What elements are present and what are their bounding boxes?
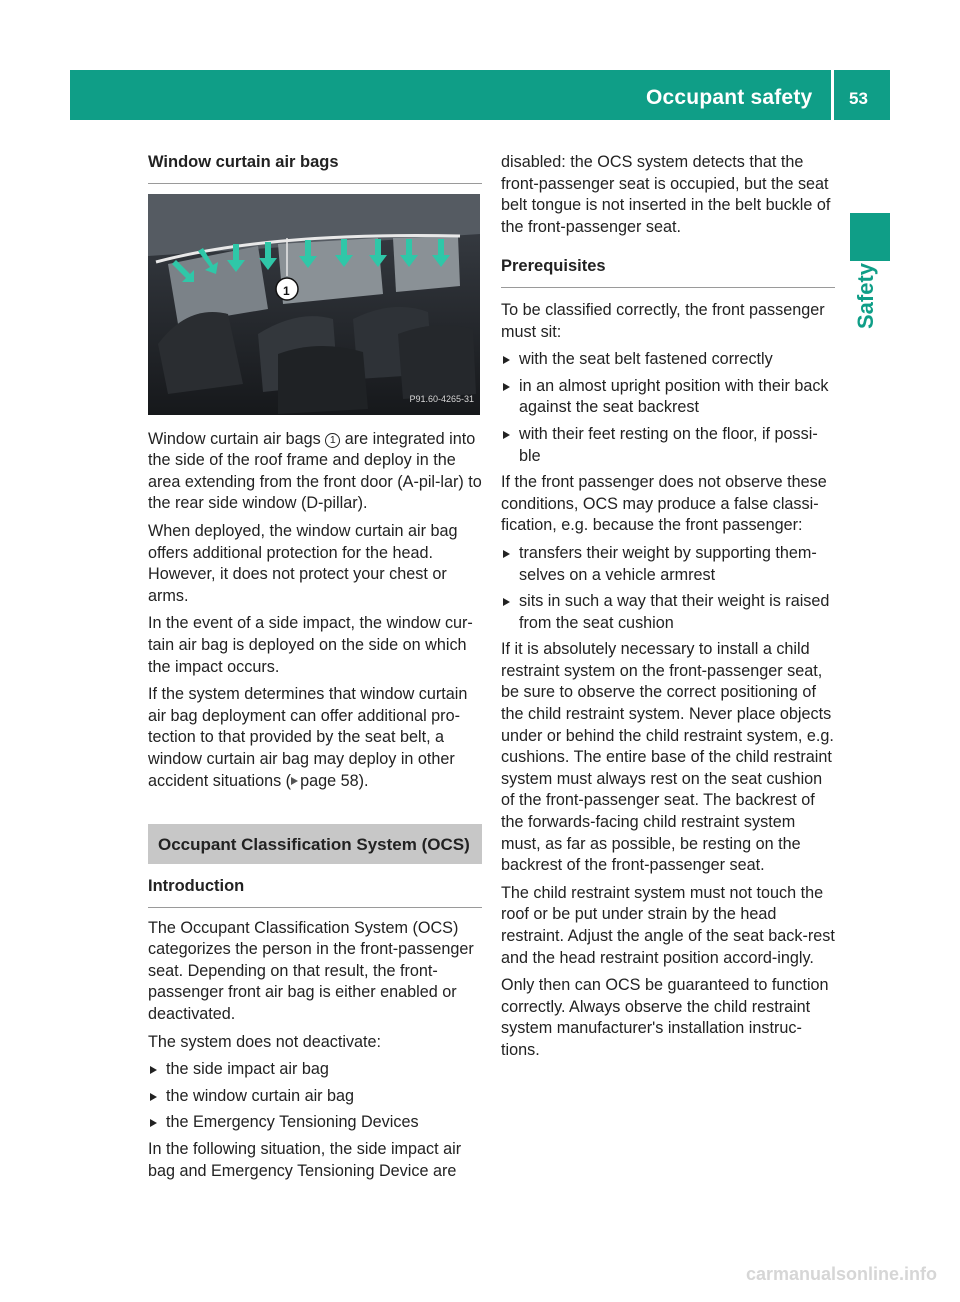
paragraph: When deployed, the window curtain air bag offers additional protection for the head. However, it does not protect your chest or arms. [148,521,458,605]
paragraph [148,684,482,792]
paragraph: If the front passenger does not observe these conditions, OCS may produce a false classi-fication, e.g. because the front passenger: [501,473,827,535]
section-box-ocs [148,824,482,864]
list-item: with their feet resting on the floor, if possi-ble [501,424,835,467]
list-item: with the seat belt fastened correctly [501,349,835,371]
section-heading-prerequisites: Prerequisites [501,256,835,288]
left-column [148,152,482,1188]
paragraph: Only then can OCS be guaranteed to function correctly. Always observe the child restraint system manufacturer's installation instruc-tions. [501,976,829,1059]
paragraph [148,429,482,515]
list-item: the side impact air bag [148,1059,482,1081]
text: If the system determines that window curtain air bag deployment can offer additional pro-tection to that provided by the seat belt, a window curtain air bag may deploy in other accident situations ( [148,685,468,790]
chapter-label: Safety [853,262,878,329]
list-item: sits in such a way that their weight is raised from the seat cushion [501,591,835,634]
section-box-heading: Occupant Classification System (OCS) [158,835,470,855]
header-divider [831,70,834,120]
paragraph: If it is absolutely necessary to install a child restraint system on the front-passenger seat, be sure to observe the correct positioning of the child restraint system. Never place objects under or behind the child restraint system, e.g. cushions. The entire base of the child restraint system must always rest on the seat cushion of the front-passenger seat. The backrest of the forwards-facing child restraint system must, as far as possible, be resting on the backrest of the front-passenger seat. [501,640,834,875]
paragraph: The system does not deactivate: [148,1032,382,1051]
page-reference-link[interactable]: page 58 [300,771,359,790]
paragraph: disabled: the OCS system detects that the front-passenger seat is occupied, but the seat belt tongue is not inserted in the belt buckle of the front-passenger seat. [501,153,831,236]
text: ). [358,771,369,790]
paragraph: In the following situation, the side impact air bag and Emergency Tensioning Device are [148,1140,462,1180]
bullet-list [501,543,835,634]
bullet-list [148,1059,482,1134]
paragraph: In the event of a side impact, the window cur-tain air bag is deployed on the side on which the impact occurs. [148,614,473,676]
list-item: transfers their weight by supporting them-selves on a vehicle armrest [501,543,835,586]
paragraph: The child restraint system must not touch the roof or be put under strain by the head restraint. Adjust the angle of the seat back-rest and the head restraint position accord-ingly. [501,883,835,967]
figure-callout-1: 1 [283,283,290,298]
chapter-tab [850,213,890,261]
section-heading-introduction: Introduction [148,876,482,908]
car-interior-illustration [148,194,480,415]
list-item: in an almost upright position with their back against the seat backrest [501,376,835,419]
list-item: the window curtain air bag [148,1086,482,1108]
page-title: Occupant safety [646,86,813,109]
paragraph: To be classified correctly, the front passenger must sit: [501,300,825,341]
footer-watermark: carmanualsonline.info [746,1264,938,1284]
paragraph: The Occupant Classification System (OCS) categorizes the person in the front-passenger seat. Depending on that result, the front-passenger front air bag is either enabled or deactivated. [148,918,474,1024]
figure-window-curtain-air-bags [148,194,480,415]
figure-code: P91.60-4265-31 [409,394,474,404]
section-heading-window-curtain: Window curtain air bags [148,152,482,184]
page-number: 53 [849,89,868,108]
list-item: the Emergency Tensioning Devices [148,1112,482,1134]
text: Window curtain air bags [148,429,326,448]
page-reference-icon [291,777,298,785]
right-column [501,152,835,1068]
callout-1-icon: 1 [325,433,340,448]
bullet-list [501,349,835,467]
text: are integrated into the side of the roof frame and deploy in the area extending from the front door (A-pil-lar) to the rear side window (D-pillar). [148,429,482,513]
